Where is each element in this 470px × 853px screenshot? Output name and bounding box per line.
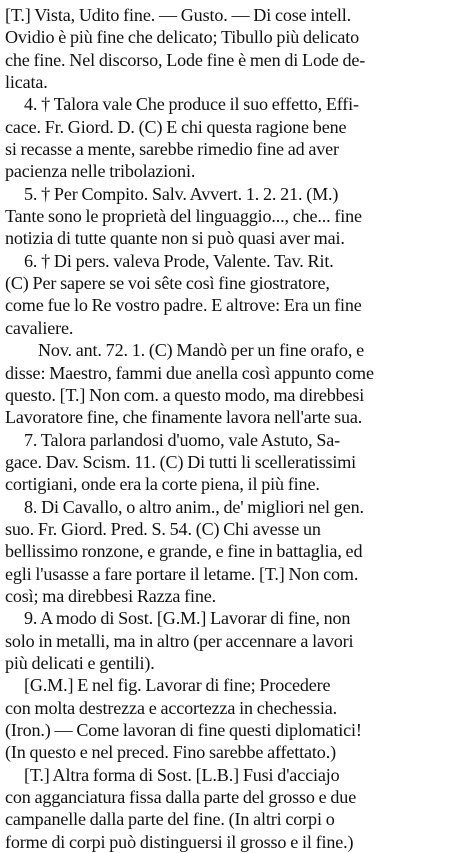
text-line: Lavoratore fine, che finamente lavora nell'arte sua. bbox=[5, 407, 363, 428]
text-line: 6. † Di pers. valeva Prode, Valente. Tav. Rit. bbox=[24, 250, 334, 271]
text-line: notizia di tutte quante non si può quasi aver mai. bbox=[5, 228, 345, 249]
text-line: 8. Di Cavallo, o altro anim., de' migliori nel gen. bbox=[24, 496, 364, 517]
text-line: disse: Maestro, fammi due anella così appunto come bbox=[5, 362, 374, 383]
text-line: (In questo e nel preced. Fino sarebbe affettato.) bbox=[5, 742, 336, 763]
text-line: con agganciatura fissa dalla parte del grosso e due bbox=[5, 787, 357, 808]
text-line: suo. Fr. Giord. Pred. S. 54. (C) Chi avesse un bbox=[5, 518, 321, 539]
text-line: campanelle dalla parte del fine. (In altri corpi o bbox=[5, 809, 335, 830]
paragraph-fig bbox=[5, 674, 462, 763]
text-line: 7. Talora parlandosi d'uomo, vale Astuto, Sa- bbox=[24, 429, 341, 450]
text-line: cortigiani, onde era la corte piena, il più fine. bbox=[5, 474, 320, 495]
text-line: forme di corpi può distinguersi il grosso e il fine.) bbox=[5, 831, 354, 852]
paragraph-4-efficace bbox=[5, 93, 462, 182]
text-line: questo. [T.] Non com. a questo modo, ma direbbesi bbox=[5, 384, 365, 405]
text-line: cavaliere. bbox=[5, 317, 74, 338]
text-line: come fue lo Re vostro padre. E altrove: Era un fine bbox=[5, 295, 362, 316]
text-line: egli l'usasse a fare portare il letame. [T.] Non com. bbox=[5, 563, 359, 584]
text-line: Nov. ant. 72. 1. (C) Mandò per un fine orafo, e bbox=[38, 340, 364, 361]
text-line: 4. † Talora vale Che produce il suo effetto, Effi- bbox=[24, 94, 359, 115]
paragraph-6-prode bbox=[5, 250, 462, 339]
paragraph-nov-ant bbox=[5, 339, 462, 428]
paragraph-5-compito bbox=[5, 183, 462, 250]
paragraph-vista-udito bbox=[5, 4, 462, 93]
text-line: Ovidio è più fine che delicato; Tibullo più delicato bbox=[5, 27, 360, 48]
text-line: [T.] Altra forma di Sost. [L.B.] Fusi d'acciajo bbox=[24, 764, 340, 785]
text-line: Tante sono le proprietà del linguaggio..., che... fine bbox=[5, 206, 362, 227]
text-line: licata. bbox=[5, 72, 48, 93]
text-line: con molta destrezza e accortezza in chechessia. bbox=[5, 697, 338, 718]
text-line: [T.] Vista, Udito fine. — Gusto. — Di cose intell. bbox=[5, 5, 352, 25]
paragraph-9-sost bbox=[5, 607, 462, 674]
text-line: cace. Fr. Giord. D. (C) E chi questa ragione bene bbox=[5, 116, 347, 137]
text-line: gace. Dav. Scism. 11. (C) Di tutti li scelleratissimi bbox=[5, 451, 357, 472]
text-line: si recasse a mente, sarebbe rimedio fine ad aver bbox=[5, 139, 339, 160]
text-line: 5. † Per Compito. Salv. Avvert. 1. 2. 21. (M.) bbox=[24, 183, 339, 204]
text-line: (Iron.) — Come lavoran di fine questi diplomatici! bbox=[5, 720, 362, 740]
text-line: così; ma direbbesi Razza fine. bbox=[5, 585, 217, 606]
text-line: bellissimo ronzone, e grande, e fine in battaglia, ed bbox=[5, 541, 363, 562]
text-line: pacienza nelle tribolazioni. bbox=[5, 161, 196, 182]
paragraph-altra-forma bbox=[5, 764, 462, 853]
text-line: 9. A modo di Sost. [G.M.] Lavorar di fine, non bbox=[24, 608, 351, 629]
text-line: che fine. Nel discorso, Lode fine è men di Lode de- bbox=[5, 49, 366, 70]
paragraph-8-cavallo bbox=[5, 496, 462, 608]
text-line: [G.M.] E nel fig. Lavorar di fine; Procedere bbox=[24, 675, 331, 696]
text-line: più delicati e gentili). bbox=[5, 652, 155, 673]
text-line: (C) Per sapere se voi sête così fine giostratore, bbox=[5, 273, 330, 294]
paragraph-7-astuto bbox=[5, 429, 462, 496]
text-line: solo in metalli, ma in altro (per accennare a lavori bbox=[5, 630, 354, 651]
